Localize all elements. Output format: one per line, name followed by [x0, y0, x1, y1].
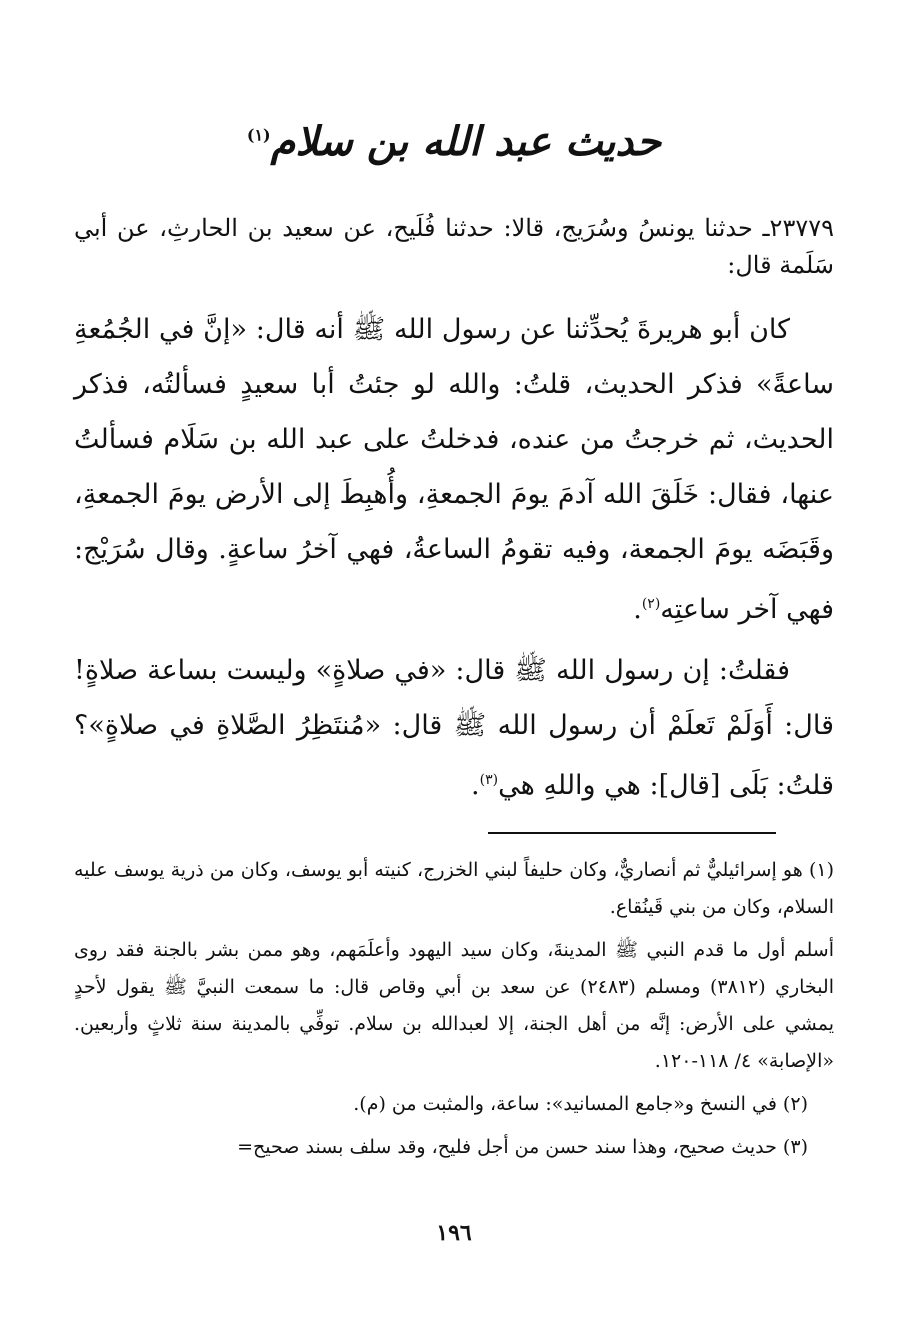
footnote-2: (٢) في النسخ و«جامع المسانيد»: ساعة، والمثبت من (م).: [353, 1093, 808, 1115]
main-text: [74, 210, 834, 819]
footnote-marker-3: (٣): [479, 772, 499, 788]
footnote-1: (١) هو إسرائيليٌّ ثم أنصاريٌّ، وكان حليفاً لبني الخزرج، كنيته أبو يوسف، وكان من ذرية يوسف عليه السلام، وكان من بني قَينُقاع.: [74, 859, 834, 918]
hadith-body-text: كان أبو هريرةَ يُحدِّثنا عن رسول الله ﷺ أنه قال: «إنَّ في الجُمُعةِ ساعةً» فذكر الحديث، قلتُ: والله لو جئتُ أبا سعيدٍ فسألتُه، فذكر الحديث، ثم خرجتُ من عنده، فدخلتُ على عبد الله بن سَلَام فسألتُ عنها، فقال: خَلَقَ الله آدمَ يومَ الجمعةِ، وأُهبِطَ إلى الأرض يومَ الجمعةِ، وقَبَضَه يومَ الجمعة، وفيه تقومُ الساعةُ، فهي آخرُ ساعةٍ. وقال سُرَيْج: فهي آخر ساعتِه: [74, 314, 834, 625]
footnote-marker-2: (٢): [641, 596, 661, 612]
hadith-body-end: .: [633, 594, 642, 625]
hadith-dialogue-paragraph: [74, 643, 834, 813]
section-title: [0, 118, 908, 165]
footnotes: [74, 852, 834, 1172]
hadith-body-paragraph: [74, 302, 834, 637]
footnote-3: (٣) حديث صحيح، وهذا سند حسن من أجل فليح، وقد سلف بسند صحيح=: [237, 1136, 808, 1158]
section-title-text: حديث عبد الله بن سلام: [270, 118, 662, 165]
footnote-separator: [488, 832, 776, 834]
page-number: ١٩٦: [436, 1220, 472, 1246]
title-footnote-marker: (١): [246, 125, 271, 145]
hadith-chain-paragraph: ٢٣٧٧٩ـ حدثنا يونسُ وسُرَيج، قالا: حدثنا فُلَيح، عن سعيد بن الحارثِ، عن أبي سَلَمة قال:: [74, 214, 834, 279]
hadith-dialogue-text: فقلتُ: إن رسول الله ﷺ قال: «في صلاةٍ» وليست بساعة صلاةٍ! قال: أَوَلَمْ تَعلَمْ أن رسول الله ﷺ قال: «مُنتَظِرُ الصَّلاةِ في صلاةٍ»؟ قلتُ: بَلَى [قال]: هي واللهِ هي: [74, 655, 834, 801]
hadith-dialogue-end: .: [471, 770, 480, 801]
footnote-1-continued: أسلم أول ما قدم النبي ﷺ المدينةَ، وكان سيد اليهود وأعلَمَهم، وهو ممن بشر بالجنة فقد روى البخاري (٣٨١٢) ومسلم (٢٤٨٣) عن سعد بن أبي وقاص قال: ما سمعت النبيَّ ﷺ يقول لأحدٍ يمشي على الأرض: إنَّه من أهل الجنة، إلا لعبدالله بن سلام. توفِّي بالمدينة سنة ثلاثٍ وأربعين. «الإصابة» ٤/ ١١٨-١٢٠.: [74, 939, 834, 1072]
